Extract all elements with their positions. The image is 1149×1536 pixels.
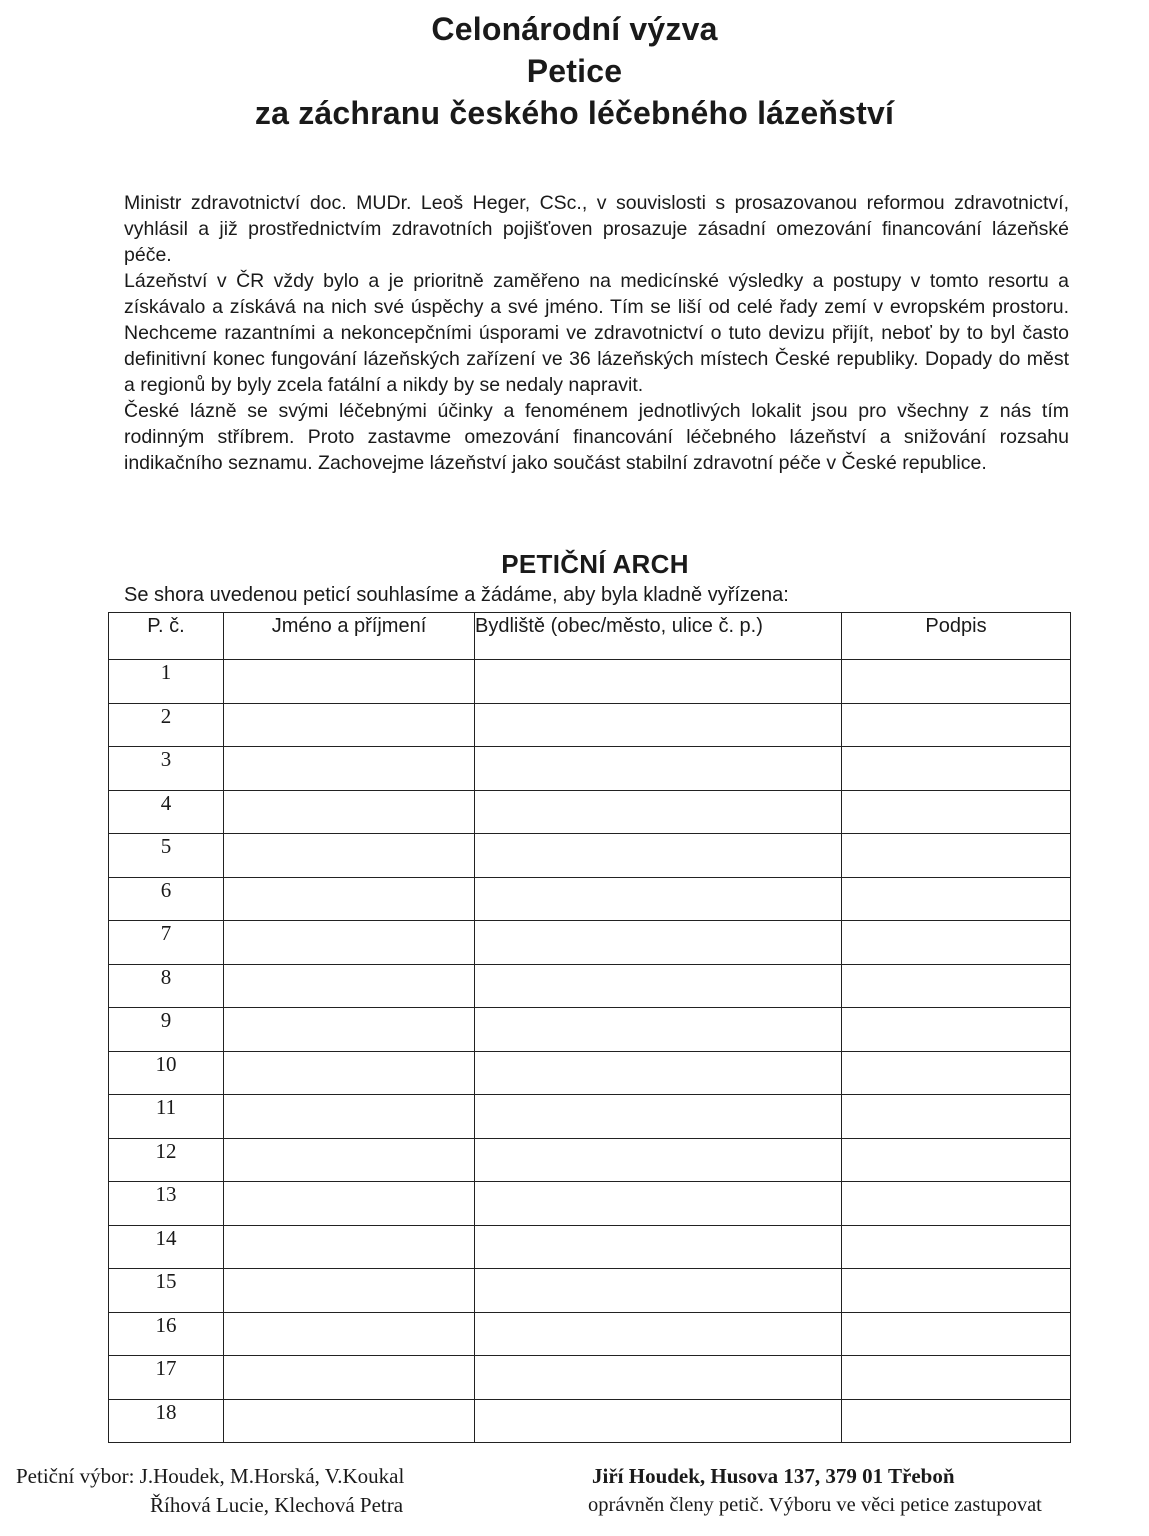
- name-cell[interactable]: [224, 834, 475, 878]
- intro-paragraph-1: Ministr zdravotnictví doc. MUDr. Leoš Heger, CSc., v souvislosti s prosazovanou reformou zdravotnictví, vyhlásil a již prostřednictvím zdravotních pojišťoven prosazuje zásadní omezování financování lázeňské péče.: [124, 192, 1069, 266]
- signature-cell[interactable]: [842, 1008, 1071, 1052]
- page-title: Celonárodní výzva: [431, 11, 718, 47]
- name-cell[interactable]: [224, 1225, 475, 1269]
- row-number: 4: [109, 790, 224, 834]
- row-number: 2: [109, 703, 224, 747]
- name-cell[interactable]: [224, 790, 475, 834]
- table-row: [109, 747, 1071, 791]
- sheet-title: PETIČNÍ ARCH: [501, 549, 689, 579]
- signature-cell[interactable]: [842, 1269, 1071, 1313]
- signature-rows: [109, 660, 1071, 1443]
- name-cell[interactable]: [224, 964, 475, 1008]
- agreement-statement: Se shora uvedenou peticí souhlasíme a žádáme, aby byla kladně vyřízena:: [124, 584, 789, 606]
- authorization-note: oprávněn členy petič. Výboru ve věci petice zastupovat: [588, 1494, 1042, 1516]
- address-cell[interactable]: [475, 1095, 842, 1139]
- name-cell[interactable]: [224, 1138, 475, 1182]
- name-cell[interactable]: [224, 660, 475, 704]
- signature-cell[interactable]: [842, 1138, 1071, 1182]
- table-row: [109, 1225, 1071, 1269]
- column-header-name: Jméno a příjmení: [224, 613, 475, 660]
- row-number: 16: [109, 1312, 224, 1356]
- table-row: [109, 877, 1071, 921]
- name-cell[interactable]: [224, 1312, 475, 1356]
- row-number: 6: [109, 877, 224, 921]
- signature-table: [108, 612, 1071, 1443]
- signature-cell[interactable]: [842, 747, 1071, 791]
- signature-cell[interactable]: [842, 703, 1071, 747]
- address-cell[interactable]: [475, 1182, 842, 1226]
- address-cell[interactable]: [475, 1269, 842, 1313]
- page-subtitle: Petice: [526, 53, 623, 89]
- row-number: 11: [109, 1095, 224, 1139]
- table-row: [109, 660, 1071, 704]
- table-header-row: [109, 613, 1071, 660]
- table-row: [109, 1008, 1071, 1052]
- table-row: [109, 834, 1071, 878]
- petition-header: [0, 8, 1149, 134]
- signature-cell[interactable]: [842, 1312, 1071, 1356]
- name-cell[interactable]: [224, 747, 475, 791]
- address-cell[interactable]: [475, 660, 842, 704]
- signature-cell[interactable]: [842, 1051, 1071, 1095]
- address-cell[interactable]: [475, 1356, 842, 1400]
- row-number: 17: [109, 1356, 224, 1400]
- row-number: 9: [109, 1008, 224, 1052]
- address-cell[interactable]: [475, 1138, 842, 1182]
- signature-cell[interactable]: [842, 964, 1071, 1008]
- address-cell[interactable]: [475, 703, 842, 747]
- row-number: 10: [109, 1051, 224, 1095]
- address-cell[interactable]: [475, 1008, 842, 1052]
- signature-cell[interactable]: [842, 1399, 1071, 1443]
- table-row: [109, 1182, 1071, 1226]
- signature-cell[interactable]: [842, 834, 1071, 878]
- column-header-signature: Podpis: [842, 613, 1071, 660]
- committee-members-line2: Říhová Lucie, Klechová Petra: [150, 1493, 404, 1517]
- row-number: 8: [109, 964, 224, 1008]
- intro-paragraph-3: České lázně se svými léčebnými účinky a fenoménem jednotlivých lokalit jsou pro všechny z nás tím rodinným stříbrem. Proto zastavme omezování financování léčebného lázeňství a snižování rozsahu indikačního seznamu. Zachovejme lázeňství jako součást stabilní zdravotní péče v České republice.: [124, 400, 1069, 474]
- address-cell[interactable]: [475, 1225, 842, 1269]
- intro-paragraph-2: Lázeňství v ČR vždy bylo a je prioritně zaměřeno na medicínské výsledky a postupy v tomto resortu a získávalo a získává na nich své úspěchy a své jméno. Tím se liší od celé řady zemí v evropském prostoru. Nechceme razantními a nekoncepčními úsporami ve zdravotnictví o tuto devizu přijít, neboť by to byl často definitivní konec fungování lázeňských zařízení ve 36 lázeňských místech České republiky. Dopady do měst a regionů by byly zcela fatální a nikdy by se nedaly napravit.: [124, 270, 1069, 396]
- page-heading-purpose: za záchranu českého léčebného lázeňství: [254, 95, 895, 131]
- name-cell[interactable]: [224, 1399, 475, 1443]
- name-cell[interactable]: [224, 1356, 475, 1400]
- petition-contact: [588, 1462, 1148, 1520]
- signature-cell[interactable]: [842, 1225, 1071, 1269]
- table-row: [109, 1399, 1071, 1443]
- row-number: 5: [109, 834, 224, 878]
- table-row: [109, 1138, 1071, 1182]
- column-header-number: P. č.: [109, 613, 224, 660]
- contact-person: Jiří Houdek, Husova 137, 379 01 Třeboň: [592, 1464, 955, 1488]
- row-number: 14: [109, 1225, 224, 1269]
- row-number: 3: [109, 747, 224, 791]
- name-cell[interactable]: [224, 1008, 475, 1052]
- name-cell[interactable]: [224, 703, 475, 747]
- signature-cell[interactable]: [842, 1095, 1071, 1139]
- name-cell[interactable]: [224, 1051, 475, 1095]
- table-row: [109, 921, 1071, 965]
- committee-members-line1: Petiční výbor: J.Houdek, M.Horská, V.Koukal: [16, 1464, 405, 1488]
- row-number: 13: [109, 1182, 224, 1226]
- signature-cell[interactable]: [842, 1182, 1071, 1226]
- row-number: 1: [109, 660, 224, 704]
- address-cell[interactable]: [475, 790, 842, 834]
- address-cell[interactable]: [475, 877, 842, 921]
- row-number: 12: [109, 1138, 224, 1182]
- signature-cell[interactable]: [842, 1356, 1071, 1400]
- name-cell[interactable]: [224, 1095, 475, 1139]
- petition-committee: [16, 1462, 404, 1520]
- address-cell[interactable]: [475, 747, 842, 791]
- row-number: 7: [109, 921, 224, 965]
- table-row: [109, 1051, 1071, 1095]
- signature-cell[interactable]: [842, 877, 1071, 921]
- address-cell[interactable]: [475, 1051, 842, 1095]
- address-cell[interactable]: [475, 1312, 842, 1356]
- table-row: [109, 1312, 1071, 1356]
- table-row: [109, 703, 1071, 747]
- column-header-address: Bydliště (obec/město, ulice č. p.): [475, 613, 842, 660]
- signature-cell[interactable]: [842, 921, 1071, 965]
- petition-text: [124, 190, 1069, 476]
- table-row: [109, 1356, 1071, 1400]
- signature-cell[interactable]: [842, 660, 1071, 704]
- address-cell[interactable]: [475, 834, 842, 878]
- table-row: [109, 1095, 1071, 1139]
- row-number: 15: [109, 1269, 224, 1313]
- address-cell[interactable]: [475, 964, 842, 1008]
- address-cell[interactable]: [475, 1399, 842, 1443]
- name-cell[interactable]: [224, 921, 475, 965]
- name-cell[interactable]: [224, 1182, 475, 1226]
- address-cell[interactable]: [475, 921, 842, 965]
- table-row: [109, 1269, 1071, 1313]
- row-number: 18: [109, 1399, 224, 1443]
- signature-cell[interactable]: [842, 790, 1071, 834]
- table-row: [109, 964, 1071, 1008]
- name-cell[interactable]: [224, 877, 475, 921]
- name-cell[interactable]: [224, 1269, 475, 1313]
- table-row: [109, 790, 1071, 834]
